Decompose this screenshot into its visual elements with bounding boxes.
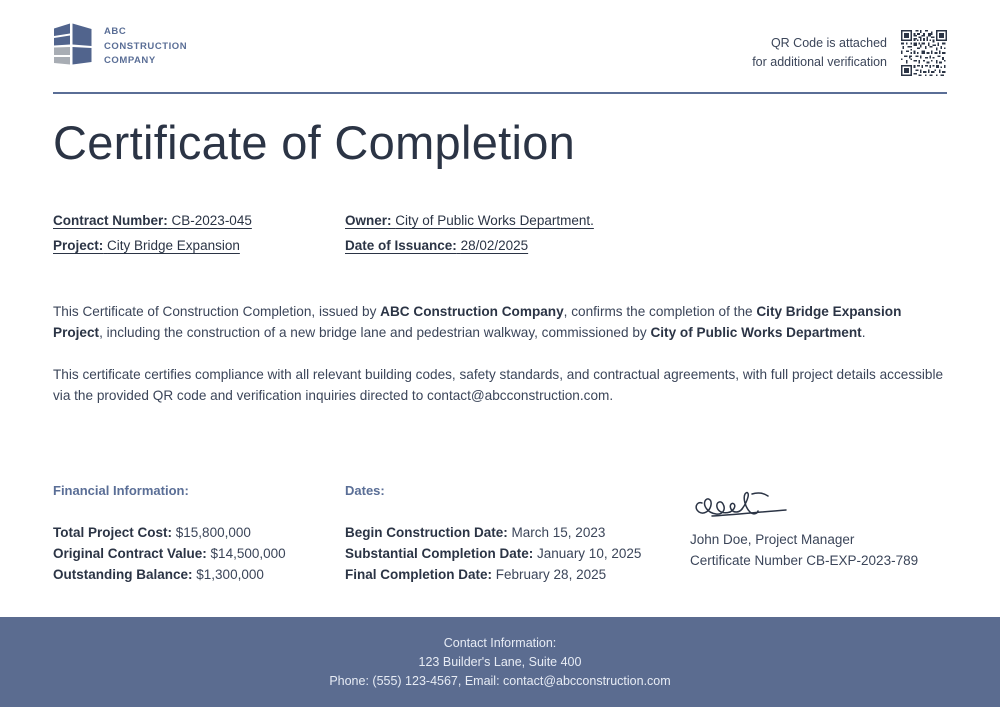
date-item [345, 522, 690, 543]
p1-project: City Bridge Expansion Project [53, 304, 902, 340]
brand-block [53, 22, 187, 69]
financial-heading: Financial Information: [53, 483, 189, 498]
company-name [104, 22, 187, 69]
date-item [345, 564, 690, 585]
qr-code-icon [901, 30, 947, 76]
financial-item [53, 564, 345, 585]
begin-construction-date-value: March 15, 2023 [511, 525, 606, 540]
abc-construction-building-logo-icon [53, 22, 93, 66]
owner-value: City of Public Works Department. [395, 213, 594, 228]
contract-number-field [53, 208, 345, 233]
footer-contact-heading: Contact Information: [443, 635, 557, 650]
company-line-2: CONSTRUCTION [104, 40, 188, 52]
contract-number-value: CB-2023-045 [171, 213, 252, 228]
p1-owner: City of Public Works Department [650, 324, 862, 340]
details-section [53, 483, 947, 585]
owner-field [345, 208, 637, 233]
p1-part-e: , including the construction of a new bridge lane and pedestrian walkway, commissioned by [99, 324, 651, 340]
handwritten-signature-icon [690, 485, 810, 525]
qr-caption-line-2: for additional verification [752, 55, 887, 69]
project-value: City Bridge Expansion [107, 238, 240, 253]
project-label: Project: [53, 238, 104, 253]
outstanding-balance-label: Outstanding Balance: [53, 567, 193, 582]
signatory-name-title: John Doe, Project Manager [690, 532, 855, 547]
p1-part-g: . [861, 324, 866, 340]
qr-block [752, 22, 947, 76]
header-divider [53, 92, 947, 94]
financial-item [53, 543, 345, 564]
footer-phone-email: Phone: (555) 123-4567, Email: contact@abcconstruction.com [329, 673, 671, 688]
qr-caption [752, 34, 887, 72]
qr-caption-line-1: QR Code is attached [770, 36, 887, 50]
p1-part-c: , confirms the completion of the [563, 304, 757, 319]
p1-part-a: This Certificate of Construction Completion, issued by [53, 304, 381, 319]
document-footer [0, 617, 1000, 707]
metadata-row-2 [53, 233, 947, 258]
paragraph-1 [53, 302, 948, 343]
document-header [53, 22, 947, 84]
original-contract-value-value: $14,500,000 [210, 546, 286, 561]
metadata-row-1 [53, 208, 947, 233]
financial-information-column [53, 483, 345, 585]
issuance-date-value: 28/02/2025 [460, 238, 529, 253]
total-project-cost-label: Total Project Cost: [53, 525, 173, 540]
dates-column [345, 483, 690, 585]
issuance-date-field [345, 233, 637, 258]
signature-column [690, 483, 947, 585]
paragraph-2: This certificate certifies compliance with all relevant building codes, safety standards, and contractual agreements, with full project details accessible via the provided QR code and verification inquiries directed to contact@abcconstruction.com. [53, 367, 944, 403]
substantial-completion-date-value: January 10, 2025 [537, 546, 642, 561]
outstanding-balance-value: $1,300,000 [196, 567, 264, 582]
begin-construction-date-label: Begin Construction Date: [345, 525, 508, 540]
certificate-number: Certificate Number CB-EXP-2023-789 [690, 553, 919, 568]
owner-label: Owner: [345, 213, 392, 228]
final-completion-date-value: February 28, 2025 [495, 567, 607, 582]
original-contract-value-label: Original Contract Value: [53, 546, 207, 561]
metadata-fields [53, 208, 947, 258]
project-field [53, 233, 345, 258]
company-line-3: COMPANY [104, 55, 156, 66]
company-line-1: ABC [104, 26, 127, 37]
contract-number-label: Contract Number: [53, 213, 168, 228]
body-text [53, 302, 948, 406]
date-item [345, 543, 690, 564]
total-project-cost-value: $15,800,000 [175, 525, 251, 540]
dates-heading: Dates: [345, 483, 385, 498]
issuance-date-label: Date of Issuance: [345, 238, 457, 253]
financial-item [53, 522, 345, 543]
substantial-completion-date-label: Substantial Completion Date: [345, 546, 534, 561]
footer-address: 123 Builder's Lane, Suite 400 [418, 654, 582, 669]
final-completion-date-label: Final Completion Date: [345, 567, 493, 582]
page-title: Certificate of Completion [53, 116, 576, 169]
p1-company: ABC Construction Company [380, 304, 564, 319]
